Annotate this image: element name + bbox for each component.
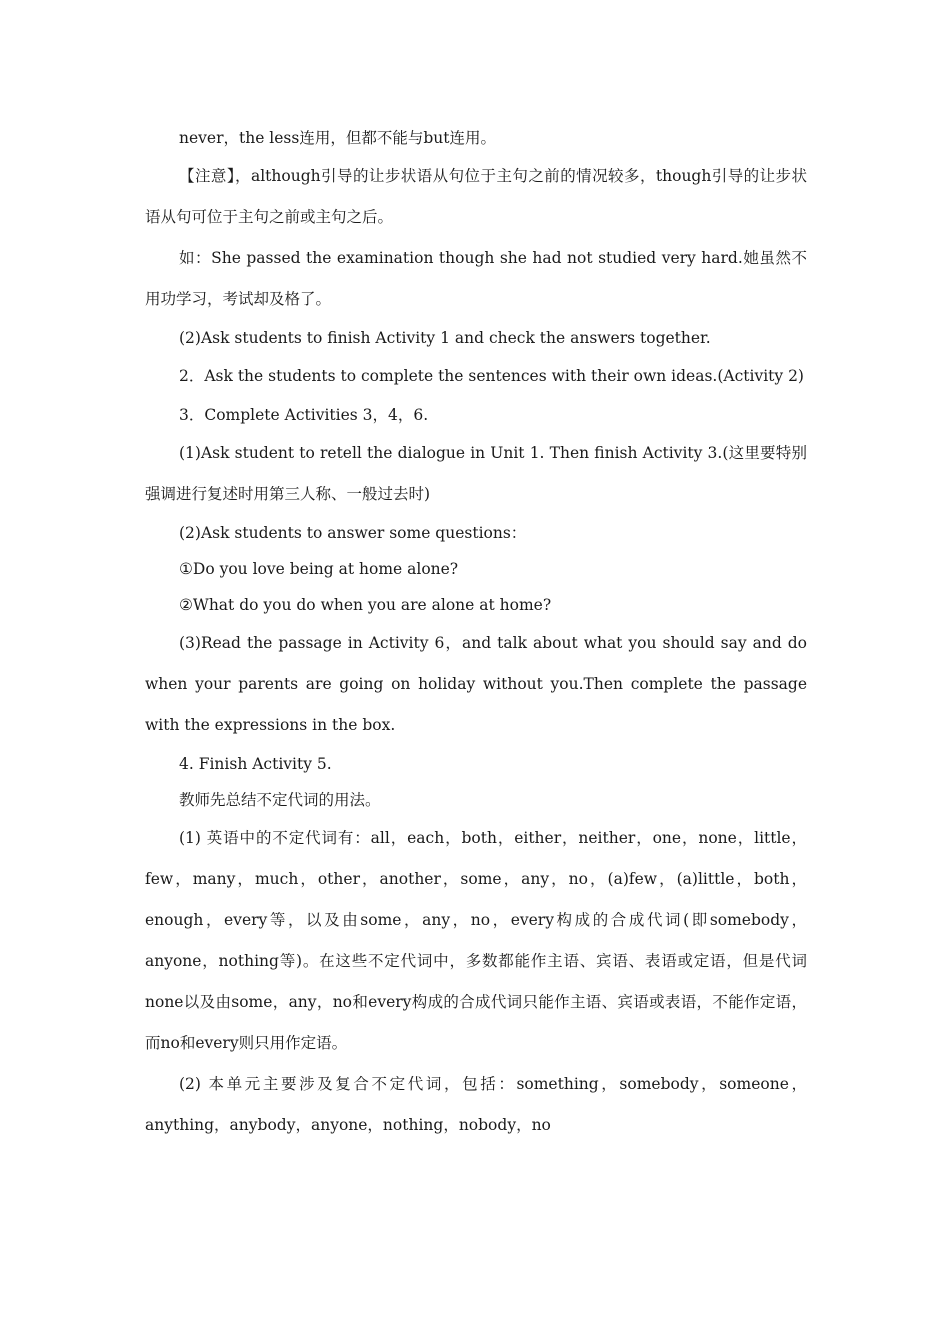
- paragraph-note-although: 【注意】，although引导的让步状语从句位于主句之前的情况较多，though引导的让步状语从句可位于主句之前或主句之后。: [145, 167, 807, 226]
- paragraph-compound-pronouns: (2) 本单元主要涉及复合不定代词，包括：something，somebody，someone，anything，anybody，anyone，nothing，nobody，no: [145, 1075, 807, 1134]
- paragraph-step-4: 4. Finish Activity 5.: [179, 755, 332, 773]
- paragraph-questions: (2)Ask students to answer some questions：: [179, 524, 527, 542]
- paragraph-indefinite-pronouns: (1) 英语中的不定代词有：all，each，both，either，neither，one，none，little，few，many，much，other，another，some，any，no，(a)few，(a)little，both，enough，every等，以及由some，any，no，every构成的合成代词(即somebody，anyone，nothing等)。在这些不定代词中，多数都能作主语、宾语、表语或定语，但是代词none以及由some，any，no和every构成的合成代词只能作主语、宾语或表语，不能作定语，而no和every则只用作定语。: [145, 829, 807, 1052]
- paragraph-example: 如：She passed the examination though she had not studied very hard.她虽然不用功学习，考试却及格了。: [145, 249, 807, 308]
- paragraph-step-3: 3．Complete Activities 3，4，6.: [179, 406, 429, 424]
- paragraph-step-2-check: (2)Ask students to finish Activity 1 and check the answers together.: [179, 329, 711, 347]
- document-body: [145, 120, 807, 1146]
- paragraph-question-1: ①Do you love being at home alone?: [179, 560, 459, 578]
- paragraph-question-2: ②What do you do when you are alone at home?: [179, 596, 552, 614]
- paragraph-read-passage: (3)Read the passage in Activity 6，and talk about what you should say and do when your parents are going on holiday without you.Then complete the passage with the expressions in the box.: [145, 634, 807, 734]
- paragraph-teacher-summary: 教师先总结不定代词的用法。: [179, 791, 381, 809]
- paragraph-retell: (1)Ask student to retell the dialogue in Unit 1. Then finish Activity 3.(这里要特别强调进行复述时用第三人称、一般过去时): [145, 444, 807, 503]
- paragraph-never-the-less: never，the less连用，但都不能与but连用。: [179, 129, 496, 147]
- paragraph-step-2-complete: 2．Ask the students to complete the sentences with their own ideas.(Activity 2): [179, 367, 804, 385]
